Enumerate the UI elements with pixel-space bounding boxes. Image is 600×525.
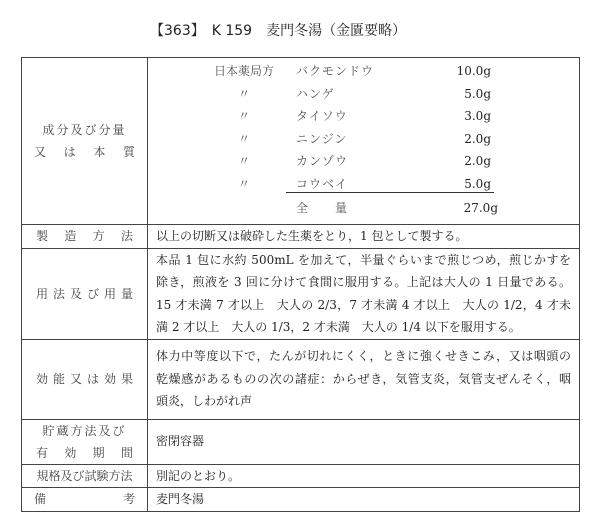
specs-content xyxy=(148,464,580,488)
content-line: 除き，煎液を 3 回に分けて食間に服用する。上記は大人の 1 日量である。 xyxy=(156,275,571,289)
dosage-label xyxy=(22,248,148,339)
ingredient-row xyxy=(156,60,571,82)
ingredient-list xyxy=(156,58,571,224)
content-line: 麦門冬湯 xyxy=(156,492,205,506)
ingredient-row xyxy=(156,83,571,105)
total-row xyxy=(156,197,571,219)
ingredient-name: コウベイ xyxy=(296,176,349,191)
storage-content xyxy=(148,419,580,464)
label-line: 有効期間 xyxy=(36,445,133,460)
composition-content xyxy=(148,58,580,225)
remarks-row xyxy=(22,488,580,512)
content-line: 別記のとおり。 xyxy=(156,468,241,483)
ingredient-amount: 5.0g xyxy=(464,176,491,191)
manufacturing-content xyxy=(148,225,580,249)
ingredient-source: 〃 xyxy=(237,86,250,101)
ingredient-source: 日本薬局方 xyxy=(213,64,274,78)
total-label: 全 量 xyxy=(296,201,349,215)
storage-label xyxy=(22,419,148,464)
ingredient-source: 〃 xyxy=(237,176,250,191)
label-line: 又は本質 xyxy=(34,145,135,159)
efficacy-content xyxy=(148,339,580,419)
remarks-content xyxy=(148,488,580,512)
efficacy-label xyxy=(22,339,148,419)
dosage-row xyxy=(22,248,580,339)
ingredient-name: カンゾウ xyxy=(296,154,349,168)
content-line: 満 2 才以上 大人の 1/3，2 才未満 大人の 1/4 以下を服用する。 xyxy=(156,320,521,334)
composition-row xyxy=(22,58,580,225)
label-line: 成分及び分量 xyxy=(42,123,127,137)
label-text: 製造方法 xyxy=(36,229,133,244)
ingredient-amount: 2.0g xyxy=(464,131,491,146)
ingredient-source: 〃 xyxy=(237,131,250,146)
specs-row xyxy=(22,464,580,488)
ingredient-name: ハンゲ xyxy=(296,86,335,101)
remarks-label xyxy=(22,488,148,512)
label-text: 用法及び用量 xyxy=(36,286,133,301)
content-line: 以上の切断又は破砕した生薬をとり，1 包として製する。 xyxy=(156,229,468,243)
ingredient-name: ニンジン xyxy=(296,131,348,146)
composition-label xyxy=(22,58,148,225)
label-line: 貯蔵方法及び xyxy=(42,423,127,438)
ingredient-row xyxy=(156,105,571,127)
ingredient-amount: 2.0g xyxy=(464,154,491,168)
ingredient-amount: 5.0g xyxy=(464,86,491,101)
ingredient-row xyxy=(156,128,571,150)
label-text: 効能又は効果 xyxy=(36,372,133,386)
label-text: 規格及び試験方法 xyxy=(36,469,133,484)
efficacy-row xyxy=(22,339,580,419)
storage-row xyxy=(22,419,580,464)
ingredient-name: タイソウ xyxy=(296,109,348,123)
page-title: 【363】 K 159 麦門冬湯（金匱要略） xyxy=(150,23,407,39)
ingredient-row xyxy=(156,173,571,195)
ingredient-amount: 3.0g xyxy=(464,109,491,123)
dosage-content xyxy=(148,248,580,339)
ingredient-source: 〃 xyxy=(237,154,250,168)
content-line: 本品 1 包に水約 500mL を加えて，半量ぐらいまで煎じつめ，煎じかすを xyxy=(156,252,571,267)
content-line: 頭炎，しわがれ声 xyxy=(156,394,253,409)
label-text: 備考 xyxy=(34,492,135,507)
content-line: 乾燥感があるものの次の諸症：からぜき，気管支炎，気管支ぜんそく，咽 xyxy=(156,371,571,386)
content-line: 体力中等度以下で，たんが切れにくく，ときに強くせきこみ，又は咽頭の xyxy=(156,349,571,364)
ingredient-amount: 10.0g xyxy=(456,64,491,78)
ingredient-row xyxy=(156,150,571,172)
ingredient-source: 〃 xyxy=(237,109,250,123)
content-line: 密閉容器 xyxy=(156,434,205,449)
content-line: 15 才未満 7 才以上 大人の 2/3，7 才未満 4 才以上 大人の 1/2，4 才未 xyxy=(156,297,571,312)
formulation-table xyxy=(21,57,580,512)
manufacturing-row xyxy=(22,225,580,249)
ingredient-name: バクモンドウ xyxy=(296,64,375,78)
specs-label xyxy=(22,464,148,488)
manufacturing-label xyxy=(22,225,148,249)
total-amount: 27.0g xyxy=(463,201,498,215)
